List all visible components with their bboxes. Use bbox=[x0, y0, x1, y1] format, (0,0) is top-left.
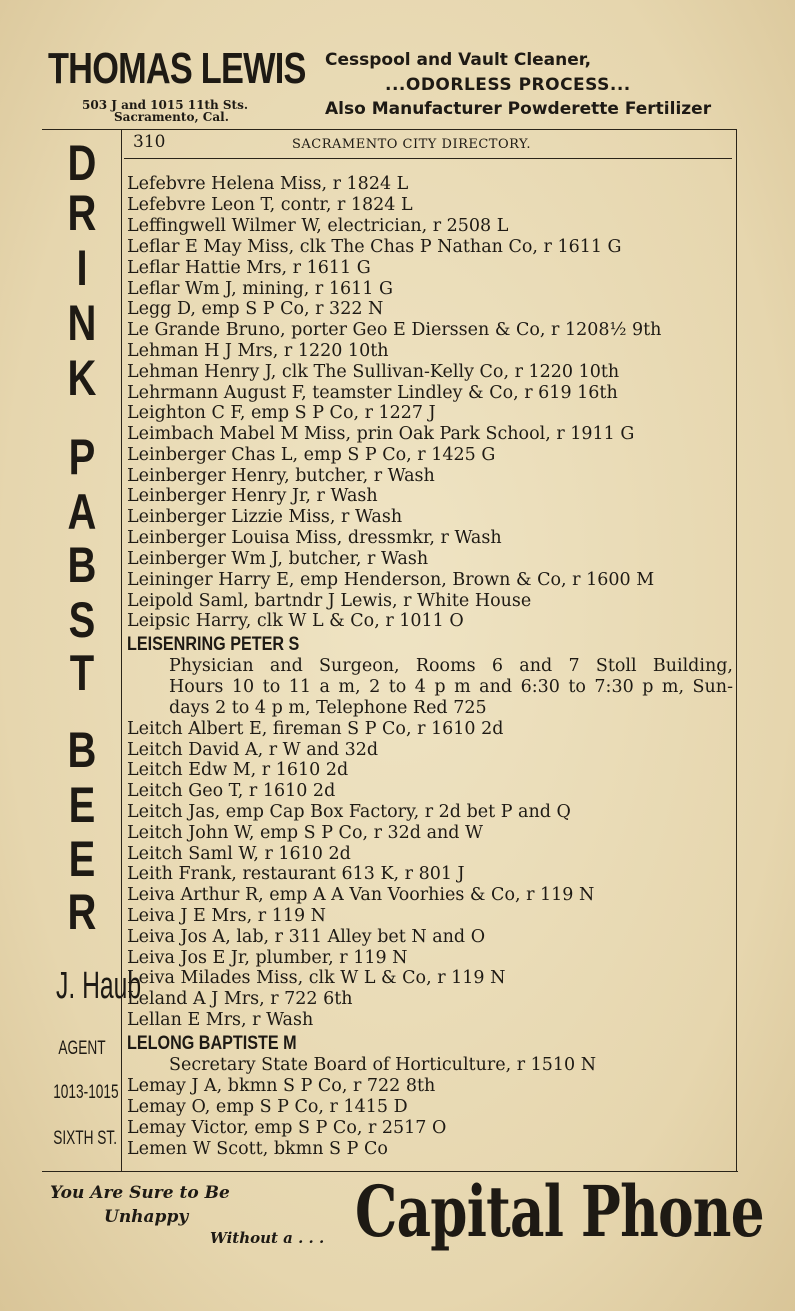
list-item: Leipsic Harry, clk W L & Co, r 1011 O bbox=[127, 611, 464, 631]
featured-entry-name: LELONG BAPTISTE M bbox=[127, 1033, 297, 1054]
list-item: Lehrmann August F, teamster Lindley & Co, r 619 16th bbox=[127, 383, 618, 403]
list-item: Leitch Edw M, r 1610 2d bbox=[127, 760, 349, 780]
list-item: Lemay Victor, emp S P Co, r 2517 O bbox=[127, 1118, 447, 1138]
sidebar-letter: N bbox=[67, 295, 97, 351]
sidebar-letter: I bbox=[76, 240, 88, 296]
sidebar-address-number: 1013-1015 bbox=[53, 1082, 119, 1103]
running-head: SACRAMENTO CITY DIRECTORY. bbox=[292, 137, 532, 152]
list-item: Le Grande Bruno, porter Geo E Dierssen & Co, r 1208½ 9th bbox=[127, 320, 662, 340]
list-item: Leinberger Wm J, butcher, r Wash bbox=[127, 549, 429, 569]
ad-manufacturer-line: Also Manufacturer Powderette Fertilizer bbox=[325, 99, 712, 119]
advertiser-name: THOMAS LEWIS bbox=[48, 44, 306, 93]
list-item: Leflar Hattie Mrs, r 1611 G bbox=[127, 258, 371, 278]
list-item: Leflar Wm J, mining, r 1611 G bbox=[127, 279, 393, 299]
list-item: Leinberger Henry, butcher, r Wash bbox=[127, 466, 435, 486]
list-item: Lehman H J Mrs, r 1220 10th bbox=[127, 341, 389, 361]
frame-top-rule bbox=[42, 129, 736, 130]
sidebar-letter: E bbox=[68, 777, 96, 833]
list-item: Leinberger Chas L, emp S P Co, r 1425 G bbox=[127, 445, 496, 465]
sidebar-agent-label: AGENT bbox=[58, 1038, 106, 1059]
sidebar-letter: A bbox=[67, 484, 97, 540]
sidebar-letter: D bbox=[67, 135, 97, 191]
list-item: Lemay J A, bkmn S P Co, r 722 8th bbox=[127, 1076, 436, 1096]
featured-entry-detail: Hours 10 to 11 a m, 2 to 4 p m and 6:30 to 7:30 p m, Sun- bbox=[169, 677, 733, 697]
featured-entry-detail: Physician and Surgeon, Rooms 6 and 7 Stoll Building, bbox=[169, 656, 733, 676]
list-item: Leitch Albert E, fireman S P Co, r 1610 2d bbox=[127, 719, 504, 739]
list-item: Leinberger Louisa Miss, dressmkr, r Wash bbox=[127, 528, 502, 548]
featured-entry-detail: days 2 to 4 p m, Telephone Red 725 bbox=[169, 698, 487, 718]
list-item: Leitch David A, r W and 32d bbox=[127, 740, 379, 760]
bottom-ad-line: Unhappy bbox=[104, 1207, 189, 1227]
list-item: Legg D, emp S P Co, r 322 N bbox=[127, 299, 384, 319]
ad-process-line: ...ODORLESS PROCESS... bbox=[385, 75, 631, 95]
list-item: Leinberger Henry Jr, r Wash bbox=[127, 486, 378, 506]
list-item: Leiva J E Mrs, r 119 N bbox=[127, 906, 326, 926]
list-item: Leitch Saml W, r 1610 2d bbox=[127, 844, 351, 864]
sidebar-letter: K bbox=[67, 350, 97, 406]
list-item: Leitch Jas, emp Cap Box Factory, r 2d bet P and Q bbox=[127, 802, 571, 822]
list-item: Lemen W Scott, bkmn S P Co bbox=[127, 1139, 388, 1159]
list-item: Lellan E Mrs, r Wash bbox=[127, 1010, 314, 1030]
list-item: Leflar E May Miss, clk The Chas P Nathan Co, r 1611 G bbox=[127, 237, 622, 257]
list-item: Leitch John W, emp S P Co, r 32d and W bbox=[127, 823, 484, 843]
advertiser-city: Sacramento, Cal. bbox=[114, 110, 229, 124]
list-item: Lefebvre Leon T, contr, r 1824 L bbox=[127, 195, 413, 215]
sidebar-agent-name: J. Haub bbox=[56, 965, 142, 1007]
list-item: Leffingwell Wilmer W, electrician, r 2508 L bbox=[127, 216, 509, 236]
list-item: Lefebvre Helena Miss, r 1824 L bbox=[127, 174, 409, 194]
advertiser-address: 503 J and 1015 11th Sts. bbox=[82, 98, 249, 112]
bottom-ad-headline: Capital Phone bbox=[355, 1170, 764, 1253]
sidebar-letter: T bbox=[69, 645, 95, 701]
list-item: Leimbach Mabel M Miss, prin Oak Park School, r 1911 G bbox=[127, 424, 635, 444]
list-item: Leipold Saml, bartndr J Lewis, r White House bbox=[127, 591, 532, 611]
sidebar-letter: B bbox=[67, 722, 97, 778]
featured-entry-name: LEISENRING PETER S bbox=[127, 634, 300, 655]
list-item: Lehman Henry J, clk The Sullivan-Kelly Co, r 1220 10th bbox=[127, 362, 620, 382]
list-item: Leland A J Mrs, r 722 6th bbox=[127, 989, 353, 1009]
sidebar-letter: P bbox=[68, 429, 96, 485]
list-item: Leighton C F, emp S P Co, r 1227 J bbox=[127, 403, 436, 423]
list-item: Leiva Jos A, lab, r 311 Alley bet N and O bbox=[127, 927, 486, 947]
bottom-ad-line: Without a . . . bbox=[210, 1229, 325, 1247]
list-item: Lemay O, emp S P Co, r 1415 D bbox=[127, 1097, 408, 1117]
list-item: Leininger Harry E, emp Henderson, Brown & Co, r 1600 M bbox=[127, 570, 655, 590]
sidebar-letter: B bbox=[67, 537, 97, 593]
page-number: 310 bbox=[133, 132, 166, 152]
list-item: Leinberger Lizzie Miss, r Wash bbox=[127, 507, 403, 527]
sidebar-address-street: SIXTH ST. bbox=[53, 1128, 118, 1149]
list-item: Leith Frank, restaurant 613 K, r 801 J bbox=[127, 864, 465, 884]
header-rule bbox=[124, 158, 732, 159]
sidebar-letter: R bbox=[67, 185, 97, 241]
sidebar-letter: R bbox=[67, 884, 97, 940]
list-item: Leitch Geo T, r 1610 2d bbox=[127, 781, 336, 801]
bottom-ad-line: You Are Sure to Be bbox=[50, 1183, 230, 1203]
list-item: Leiva Arthur R, emp A A Van Voorhies & Co, r 119 N bbox=[127, 885, 595, 905]
frame-right-rule bbox=[736, 129, 737, 1171]
sidebar-divider bbox=[121, 129, 122, 1171]
sidebar-letter: E bbox=[68, 831, 96, 887]
sidebar-letter: S bbox=[68, 592, 96, 648]
list-item: Leiva Milades Miss, clk W L & Co, r 119 N bbox=[127, 968, 506, 988]
ad-service-line: Cesspool and Vault Cleaner, bbox=[325, 50, 592, 70]
list-item: Leiva Jos E Jr, plumber, r 119 N bbox=[127, 948, 408, 968]
featured-entry-detail: Secretary State Board of Horticulture, r 1510 N bbox=[169, 1055, 597, 1075]
